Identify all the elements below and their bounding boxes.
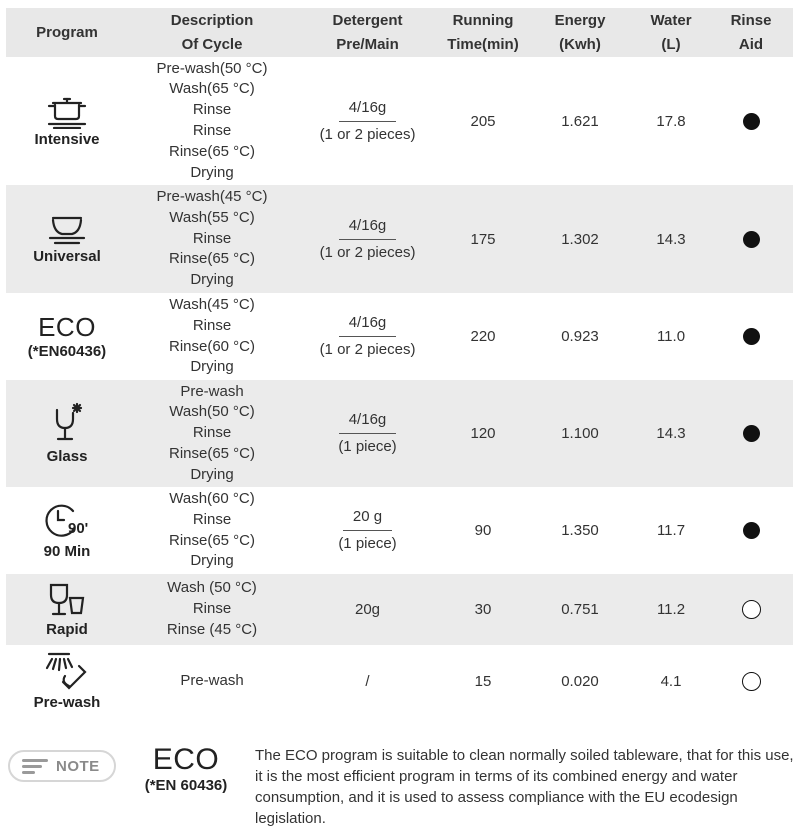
detergent-cell bbox=[296, 293, 439, 380]
detergent-amount: 20 g bbox=[343, 506, 392, 531]
note-lines-icon bbox=[22, 756, 48, 777]
cycle-step: Drying bbox=[190, 358, 234, 376]
detergent-cell bbox=[296, 487, 439, 574]
program-name: Rapid bbox=[46, 621, 88, 638]
table-row bbox=[6, 380, 793, 487]
cycle-step: Pre-wash bbox=[180, 382, 244, 400]
cycle-step: Drying bbox=[190, 163, 234, 181]
time-cell: 15 bbox=[474, 672, 492, 690]
program-name: Intensive bbox=[34, 130, 100, 148]
cycle-step: Pre-wash(45 °C) bbox=[156, 188, 268, 205]
detergent-amount: 4/16g bbox=[339, 312, 397, 337]
detergent-pieces: (1 piece) bbox=[338, 535, 397, 552]
program-name: 90 Min bbox=[43, 543, 91, 560]
energy-cell: 0.020 bbox=[561, 672, 599, 690]
energy-cell: 0.751 bbox=[527, 574, 633, 645]
note-text: The ECO program is suitable to clean normally soiled tableware, that for this use, it is the most efficient program in terms of its combined energy and water consumption, and it is used to assess compliance with the EU ecodesign legislation. bbox=[255, 747, 794, 827]
energy-cell: 1.302 bbox=[527, 185, 633, 293]
water-cell: 14.3 bbox=[633, 185, 709, 293]
wine-glass-sparkle-icon bbox=[47, 402, 87, 446]
program-cell bbox=[6, 293, 128, 380]
clock-90-label: 90' bbox=[68, 520, 89, 537]
cycle-step: Pre-wash(50 °C) bbox=[156, 59, 268, 77]
pot-icon bbox=[45, 95, 89, 129]
cycle-step: Rinse(65 °C) bbox=[168, 444, 256, 462]
program-cell bbox=[6, 57, 128, 185]
cycle-description bbox=[128, 185, 296, 293]
energy-cell: 1.100 bbox=[527, 380, 633, 487]
time-cell: 90 bbox=[474, 522, 492, 539]
clock-90-icon bbox=[43, 501, 91, 541]
cycle-step: Pre-wash bbox=[180, 671, 244, 689]
program-cell bbox=[6, 380, 128, 487]
cycle-step: Rinse bbox=[192, 229, 232, 247]
note-eco-mark bbox=[132, 744, 240, 794]
header-energy: Energy (Kwh) bbox=[527, 8, 633, 57]
energy-cell: 1.350 bbox=[561, 522, 599, 539]
detergent-pieces: (1 piece) bbox=[338, 438, 397, 455]
program-name: Pre-wash bbox=[33, 693, 101, 711]
rinse-aid-cell bbox=[709, 380, 793, 487]
detergent-amount: 4/16g bbox=[339, 409, 397, 434]
water-cell: 14.3 bbox=[633, 380, 709, 487]
rinse-aid-cell bbox=[709, 487, 793, 574]
detergent-cell bbox=[296, 57, 439, 185]
cycle-step: Rinse bbox=[192, 600, 232, 618]
rinse-aid-cell bbox=[709, 293, 793, 380]
cycle-description bbox=[128, 57, 296, 185]
time-cell: 205 bbox=[470, 112, 496, 130]
detergent-pieces: (1 or 2 pieces) bbox=[319, 243, 416, 261]
rinse-aid-empty-icon bbox=[742, 600, 761, 619]
rinse-aid-cell bbox=[709, 574, 793, 645]
table-row bbox=[6, 487, 793, 574]
cycle-step: Rinse bbox=[192, 316, 232, 334]
rinse-aid-filled-icon bbox=[743, 425, 760, 442]
cycle-step: Drying bbox=[190, 271, 234, 289]
program-cell bbox=[6, 185, 128, 293]
cycle-step: Rinse(65 °C) bbox=[168, 142, 256, 160]
detergent-cell bbox=[296, 185, 439, 293]
energy-cell: 1.621 bbox=[561, 112, 599, 130]
cycle-step: Wash(45 °C) bbox=[169, 295, 255, 313]
table-row bbox=[6, 574, 793, 645]
rinse-aid-cell bbox=[709, 57, 793, 185]
cycle-step: Drying bbox=[190, 465, 234, 483]
cycle-step: Rinse(65 °C) bbox=[168, 250, 256, 268]
rinse-aid-filled-icon bbox=[743, 231, 760, 248]
program-name: Universal bbox=[33, 247, 101, 265]
header-row bbox=[6, 8, 793, 57]
rinse-aid-cell bbox=[709, 185, 793, 293]
detergent-pieces: (1 or 2 pieces) bbox=[319, 125, 416, 143]
spray-plate-icon bbox=[43, 652, 91, 692]
rinse-aid-empty-icon bbox=[742, 672, 761, 691]
cycle-step: Wash(65 °C) bbox=[169, 80, 255, 98]
cycle-step: Rinse(60 °C) bbox=[168, 337, 256, 355]
header-rinse-aid: Rinse Aid bbox=[709, 8, 793, 57]
cycle-step: Rinse bbox=[192, 510, 232, 528]
cycle-step: Wash(50 °C) bbox=[169, 403, 255, 421]
detergent-cell: 20g bbox=[296, 574, 439, 645]
cycle-description bbox=[128, 645, 296, 717]
cycle-step: Rinse bbox=[192, 101, 232, 119]
note-eco-standard: (*EN 60436) bbox=[144, 777, 228, 794]
cycle-step: Rinse (45 °C) bbox=[166, 620, 258, 638]
table-row bbox=[6, 293, 793, 380]
eco-label: ECO bbox=[38, 312, 96, 342]
table-row bbox=[6, 645, 793, 717]
note-eco-word: ECO bbox=[152, 743, 220, 776]
time-cell: 30 bbox=[439, 574, 527, 645]
water-cell: 4.1 bbox=[660, 672, 682, 690]
header-running-time: Running Time(min) bbox=[439, 8, 527, 57]
rinse-aid-cell bbox=[709, 645, 793, 717]
detergent-cell bbox=[296, 380, 439, 487]
cycle-step: Rinse(65 °C) bbox=[168, 531, 256, 549]
rinse-aid-filled-icon bbox=[743, 522, 760, 539]
water-cell: 17.8 bbox=[656, 112, 686, 130]
detergent-pieces: (1 or 2 pieces) bbox=[319, 341, 416, 358]
rinse-aid-filled-icon bbox=[743, 113, 760, 130]
cycle-step: Wash(60 °C) bbox=[169, 489, 255, 507]
cycle-description bbox=[128, 574, 296, 645]
table-row bbox=[6, 185, 793, 293]
detergent-cell: / bbox=[365, 672, 370, 690]
program-cell bbox=[6, 645, 128, 717]
detergent-amount: 4/16g bbox=[339, 215, 397, 240]
cycle-step: Wash(55 °C) bbox=[169, 208, 255, 226]
header-detergent: Detergent Pre/Main bbox=[296, 8, 439, 57]
cycle-description bbox=[128, 380, 296, 487]
program-name: Glass bbox=[46, 448, 88, 465]
program-table bbox=[6, 8, 793, 717]
note-badge bbox=[8, 750, 116, 782]
water-cell: 11.0 bbox=[656, 328, 686, 345]
cycle-step: Drying bbox=[190, 552, 234, 570]
cycle-step: Rinse bbox=[192, 122, 232, 139]
program-cell bbox=[6, 574, 128, 645]
detergent-amount: 4/16g bbox=[339, 97, 397, 122]
header-water: Water (L) bbox=[633, 8, 709, 57]
program-cell bbox=[6, 487, 128, 574]
rinse-aid-filled-icon bbox=[743, 328, 760, 345]
bowl-icon bbox=[45, 214, 89, 246]
time-cell: 120 bbox=[439, 380, 527, 487]
table-row bbox=[6, 57, 793, 185]
water-cell: 11.7 bbox=[656, 522, 686, 539]
time-cell: 220 bbox=[470, 328, 496, 345]
header-program: Program bbox=[6, 8, 128, 57]
program-standard: (*EN60436) bbox=[27, 343, 107, 360]
header-description: Description Of Cycle bbox=[128, 8, 296, 57]
cycle-step: Rinse bbox=[192, 424, 232, 442]
cycle-description bbox=[128, 487, 296, 574]
energy-cell: 0.923 bbox=[561, 328, 599, 345]
water-cell: 11.2 bbox=[633, 574, 709, 645]
cycle-description bbox=[128, 293, 296, 380]
cycle-step: Wash (50 °C) bbox=[167, 579, 257, 597]
time-cell: 175 bbox=[439, 185, 527, 293]
glass-cup-icon bbox=[43, 581, 91, 619]
note-label: NOTE bbox=[56, 757, 100, 775]
